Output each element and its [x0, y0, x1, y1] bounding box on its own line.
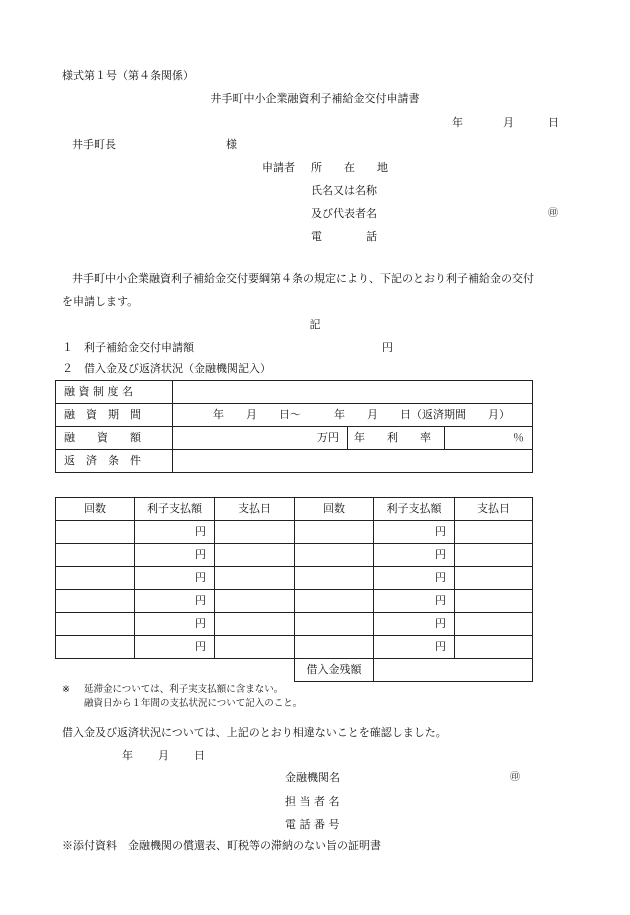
ki-heading: 記: [309, 318, 321, 331]
loan-info-table: [55, 380, 533, 473]
applicant-address-label: 所 在 地: [311, 161, 388, 174]
addressee-honorific: 様: [226, 138, 237, 151]
applicant-label: 申請者: [262, 161, 295, 174]
loan-period-value[interactable]: 年 月 日～ 年 月 日（返済期間 月）: [173, 404, 533, 427]
payment-date-cell[interactable]: [455, 567, 533, 590]
notes-line2: 融資日から１年間の支払状況について記入のこと。: [84, 698, 303, 709]
table-row: [56, 613, 533, 636]
payment-interest-cell[interactable]: 円: [135, 544, 215, 567]
body-text-line2: を申請します。: [62, 295, 139, 308]
payment-count-cell[interactable]: [295, 613, 374, 636]
notes-mark: ※: [62, 684, 70, 695]
payment-count-cell[interactable]: [56, 613, 135, 636]
attachment-note: ※添付資料 金融機関の償還表、町税等の滞納のない旨の証明書: [62, 839, 381, 852]
payment-interest-cell[interactable]: 円: [135, 590, 215, 613]
payment-count-cell[interactable]: [295, 590, 374, 613]
payment-date-cell[interactable]: [455, 636, 533, 659]
payment-interest-cell[interactable]: 円: [374, 521, 455, 544]
payment-date-cell[interactable]: [215, 636, 295, 659]
payment-interest-cell[interactable]: 円: [135, 636, 215, 659]
payment-date-cell[interactable]: [215, 590, 295, 613]
item1-unit: 円: [382, 341, 393, 354]
loan-rate-value[interactable]: ％: [445, 427, 533, 450]
balance-label: 借入金残額: [295, 659, 374, 682]
form-number: 様式第１号（第４条関係）: [62, 69, 194, 82]
date-month: 月: [503, 116, 514, 129]
payment-count-cell[interactable]: [56, 544, 135, 567]
payment-interest-cell[interactable]: 円: [374, 567, 455, 590]
loan-system-name-label: 融 資 制 度 名: [56, 381, 173, 404]
bank-person-label: 担 当 者 名: [285, 795, 340, 808]
payment-count-cell[interactable]: [56, 521, 135, 544]
header-interest-1: 利子支払額: [135, 498, 215, 521]
payment-interest-cell[interactable]: 円: [374, 590, 455, 613]
payment-count-cell[interactable]: [295, 567, 374, 590]
payment-count-cell[interactable]: [56, 590, 135, 613]
document-title: 井手町中小企業融資利子補給金交付申請書: [210, 92, 420, 105]
payment-date-cell[interactable]: [215, 613, 295, 636]
payment-interest-cell[interactable]: 円: [374, 613, 455, 636]
bank-phone-label: 電 話 番 号: [285, 818, 340, 831]
payment-count-cell[interactable]: [295, 544, 374, 567]
payment-date-cell[interactable]: [455, 613, 533, 636]
payment-date-cell[interactable]: [455, 590, 533, 613]
balance-row: [56, 659, 533, 682]
header-count-1: 回数: [56, 498, 135, 521]
applicant-seal-icon: ㊞: [548, 208, 558, 219]
applicant-phone-label: 電 話: [311, 230, 377, 243]
bank-name-label: 金融機関名: [285, 771, 340, 784]
payment-interest-cell[interactable]: 円: [135, 567, 215, 590]
payment-date-cell[interactable]: [215, 567, 295, 590]
payment-table-header: [56, 498, 533, 521]
date-year: 年: [452, 116, 463, 129]
header-date-2: 支払日: [455, 498, 533, 521]
item2-label: ２ 借入金及び返済状況（金融機関記入）: [62, 362, 271, 375]
loan-amount-label: 融 資 額: [56, 427, 173, 450]
applicant-representative-label: 及び代表者名: [311, 207, 377, 220]
body-text-line1: 井手町中小企業融資利子補給金交付要綱第４条の規定により、下記のとおり利子補給金の交付: [72, 272, 534, 285]
table-row: [56, 590, 533, 613]
item1-label: １ 利子補給金交付申請額: [62, 341, 194, 354]
balance-value[interactable]: [374, 659, 533, 682]
payment-count-cell[interactable]: [295, 521, 374, 544]
addressee-name: 井手町長: [72, 138, 116, 151]
loan-rate-label: 年 利 率: [348, 427, 445, 450]
header-count-2: 回数: [295, 498, 374, 521]
notes-line1: 延滞金については、利子実支払額に含まない。: [84, 684, 284, 695]
repayment-terms-label: 返 済 条 件: [56, 450, 173, 473]
confirm-month: 月: [158, 749, 169, 762]
payment-date-cell[interactable]: [455, 521, 533, 544]
bank-seal-icon: ㊞: [510, 772, 520, 783]
loan-amount-value[interactable]: 万円: [173, 427, 348, 450]
payment-date-cell[interactable]: [215, 544, 295, 567]
table-row: [56, 636, 533, 659]
table-row: [56, 567, 533, 590]
header-date-1: 支払日: [215, 498, 295, 521]
payment-interest-cell[interactable]: 円: [135, 613, 215, 636]
loan-system-name-value[interactable]: [173, 381, 533, 404]
payment-interest-cell[interactable]: 円: [135, 521, 215, 544]
payment-date-cell[interactable]: [215, 521, 295, 544]
payment-count-cell[interactable]: [56, 636, 135, 659]
payment-interest-cell[interactable]: 円: [374, 636, 455, 659]
payment-count-cell[interactable]: [295, 636, 374, 659]
repayment-terms-value[interactable]: [173, 450, 533, 473]
payment-interest-cell[interactable]: 円: [374, 544, 455, 567]
table-row: [56, 521, 533, 544]
payment-count-cell[interactable]: [56, 567, 135, 590]
date-day: 日: [548, 116, 559, 129]
confirm-year: 年: [122, 749, 133, 762]
applicant-name-label: 氏名又は名称: [311, 184, 377, 197]
table-row: [56, 544, 533, 567]
header-interest-2: 利子支払額: [374, 498, 455, 521]
loan-period-label: 融 資 期 間: [56, 404, 173, 427]
payment-table: [55, 497, 533, 682]
confirm-text: 借入金及び返済状況については、上記のとおり相違ないことを確認しました。: [62, 726, 447, 739]
confirm-day: 日: [194, 749, 205, 762]
payment-date-cell[interactable]: [455, 544, 533, 567]
